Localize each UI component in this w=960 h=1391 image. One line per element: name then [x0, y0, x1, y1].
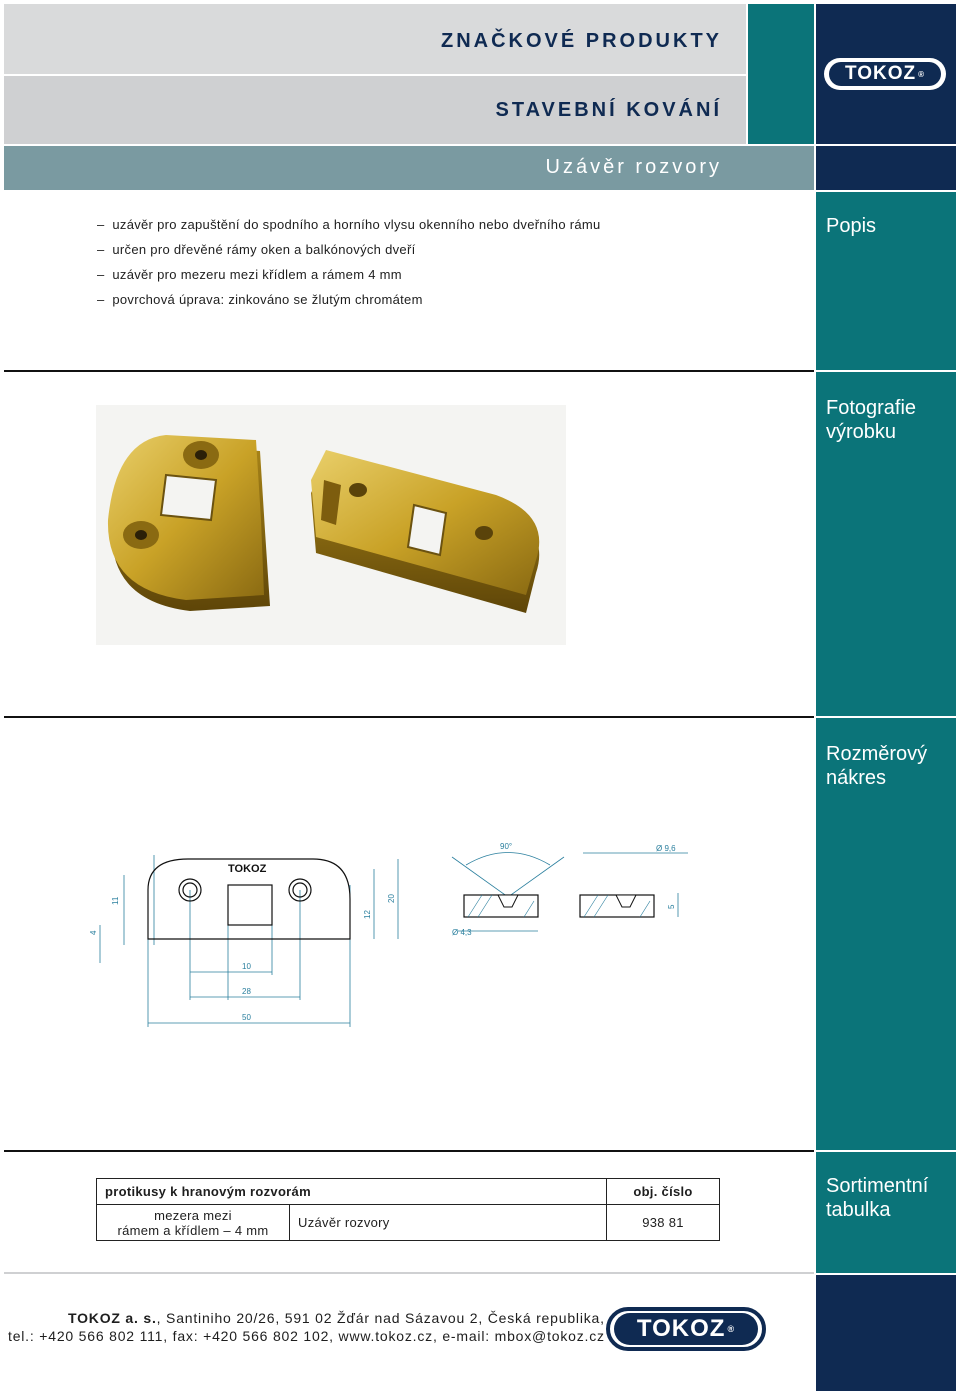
dim-28-label: 28 — [242, 987, 251, 996]
brand-products-heading: ZNAČKOVÉ PRODUKTY — [440, 30, 722, 52]
table-cell-gap — [97, 1205, 290, 1241]
section-foto — [816, 372, 956, 716]
description-item: – uzávěr pro zapuštění do spodního a horního vlysu okenního nebo dveřního rámu — [97, 212, 601, 237]
section-label-foto-2: výrobku — [826, 421, 897, 443]
product-photo — [96, 405, 566, 645]
tokoz-logo[interactable] — [824, 58, 946, 90]
description-item: – povrchová úprava: zinkováno se žlutým chromátem — [97, 287, 601, 312]
table-header-right: obj. číslo — [607, 1179, 720, 1205]
description-item: – uzávěr pro mezeru mezi křídlem a rámem 4 mm — [97, 262, 601, 287]
divider-4 — [4, 1272, 814, 1274]
footer-registered-mark: ® — [727, 1324, 736, 1334]
product-title: Uzávěr rozvory — [545, 156, 722, 178]
dim-4-label: 4 — [89, 930, 98, 935]
gap-line-1: mezera mezi — [154, 1207, 232, 1223]
section-tabulka — [816, 1152, 956, 1273]
table-row — [97, 1205, 720, 1241]
dim-12-label: 12 — [363, 910, 372, 919]
dimension-drawing — [88, 835, 708, 1035]
left-part — [108, 435, 270, 611]
footer-logo-badge — [614, 1313, 758, 1345]
section-label-tabulka-2: tabulka — [826, 1199, 891, 1221]
section-label-nakres-1: Rozměrový — [826, 743, 928, 765]
section-label-foto-1: Fotografie — [826, 397, 917, 419]
footer-address — [68, 1310, 605, 1326]
section-views — [464, 895, 654, 917]
title-band-navy — [816, 146, 956, 190]
footer-contact[interactable]: tel.: +420 566 802 111, fax: +420 566 802 102, www.tokoz.cz, e-mail: mbox@tokoz.cz — [8, 1328, 605, 1344]
tokoz-logo-badge — [829, 62, 941, 86]
table-cell-name: Uzávěr rozvory — [290, 1205, 607, 1241]
registered-mark: ® — [918, 69, 926, 79]
footer-navy-block — [816, 1275, 956, 1391]
description-item: – určen pro dřevěné rámy oken a balkónových dveří — [97, 237, 601, 262]
dim-10-label: 10 — [242, 962, 251, 971]
divider-1 — [4, 370, 814, 372]
small-diameter-label: Ø 4,3 — [452, 928, 472, 937]
section-label-tabulka-1: Sortimentní — [826, 1175, 929, 1197]
header-teal-block — [748, 4, 814, 144]
angle-label: 90° — [500, 842, 513, 851]
section-nakres — [816, 718, 956, 1150]
dim-5-label: 5 — [667, 904, 676, 909]
logo-text: TOKOZ — [844, 63, 917, 84]
dim-50-label: 50 — [242, 1013, 251, 1022]
divider-2 — [4, 716, 814, 718]
assortment-table — [96, 1178, 720, 1241]
gap-line-2: rámem a křídlem – 4 mm — [117, 1222, 269, 1238]
section-label-popis: Popis — [826, 215, 877, 237]
footer-address-text: , Santiniho 20/26, 591 02 Žďár nad Sázavou 2, Česká republika, — [156, 1310, 605, 1326]
table-cell-number: 938 81 — [607, 1205, 720, 1241]
section-popis — [816, 192, 956, 370]
large-diameter-label: Ø 9,6 — [656, 844, 676, 853]
table-header-left: protikusy k hranovým rozvorám — [97, 1179, 607, 1205]
section-label-nakres-2: nákres — [826, 767, 887, 789]
description-list — [97, 212, 601, 312]
category-heading: STAVEBNÍ KOVÁNÍ — [495, 99, 722, 121]
drawing-brand-label: TOKOZ — [228, 863, 267, 875]
footer-tokoz-logo[interactable] — [606, 1307, 766, 1351]
dim-20-label: 20 — [387, 894, 396, 903]
footer-logo-text: TOKOZ — [636, 1315, 726, 1342]
divider-3 — [4, 1150, 814, 1152]
footer-company: TOKOZ a. s. — [68, 1310, 157, 1326]
dim-11-label: 11 — [111, 896, 120, 905]
